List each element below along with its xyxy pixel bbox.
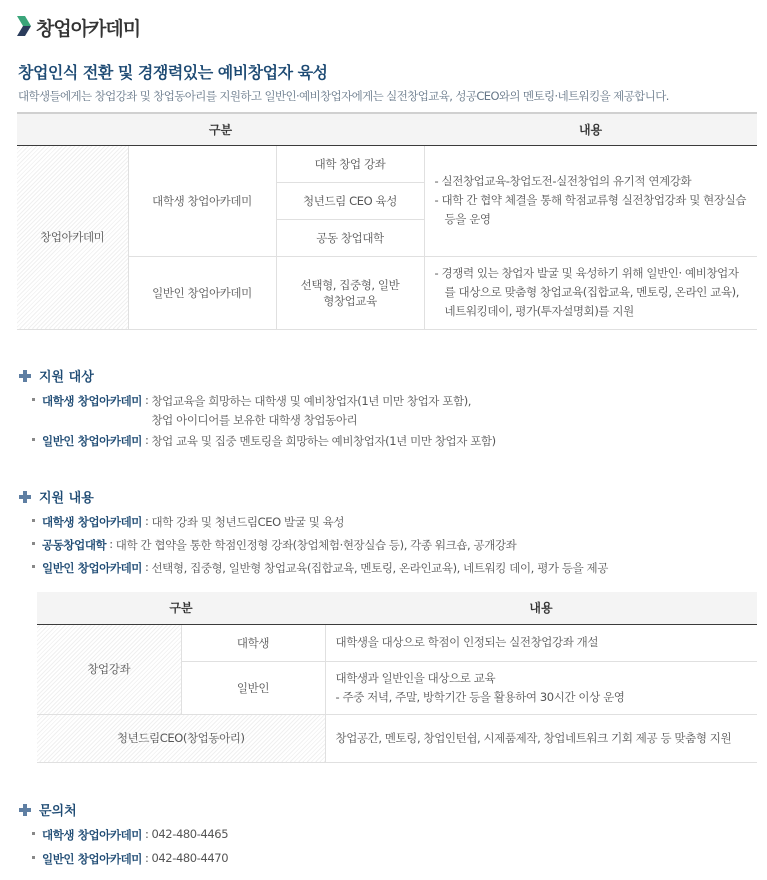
table1-group-name: 대학생 창업아카데미 <box>128 145 276 256</box>
item-separator: : <box>144 514 149 528</box>
page-title: 창업아카데미 <box>36 17 141 40</box>
item-label: 일반인 창업아카데미 <box>42 852 142 866</box>
item-separator: : <box>144 851 149 865</box>
content-line: - 경쟁력 있는 창업자 발굴 및 육성하기 위해 일반인· 예비창업자를 대상으로 맞춤형 창업교육(집합교육, 멘토링, 온라인 교육), 네트워킹데이, 평가(투자설명회)를 지원 <box>435 264 748 321</box>
intro-description: 대학생들에게는 창업강좌 및 창업동아리를 지원하고 일반인·예비창업자에게는 실전창업교육, 성공CEO와의 멘토링·네트워킹을 제공합니다. <box>18 89 669 103</box>
table1-header-content: 내용 <box>424 113 757 145</box>
target-heading: 지원 대상 <box>39 370 94 385</box>
item-text <box>151 393 471 428</box>
item-text-line: 창업 교육 및 집중 멘토링을 희망하는 예비창업자(1년 미만 창업자 포함) <box>151 434 496 448</box>
list-item <box>32 851 228 867</box>
lecture-table <box>37 592 757 763</box>
item-label: 대학생 창업아카데미 <box>42 828 142 842</box>
table1-header-category: 구분 <box>17 113 424 145</box>
table2-sub: 일반인 <box>181 661 325 714</box>
table1-group-content <box>424 145 757 256</box>
chevron-logo-icon <box>16 14 32 40</box>
contact-phone: 042-480-4465 <box>151 827 229 841</box>
academy-table <box>17 112 757 330</box>
item-separator: : <box>144 393 149 407</box>
table1-program: 대학 창업 강좌 <box>276 145 424 182</box>
target-heading-row <box>18 366 94 385</box>
table2-sub: 대학생 <box>181 624 325 661</box>
plus-icon <box>18 803 32 817</box>
content-line: - 대학 간 협약 체결을 통해 학점교류형 실전창업강좌 및 현장실습 등을 운영 <box>435 191 748 229</box>
table2-header-content: 내용 <box>325 592 757 624</box>
item-label: 대학생 창업아카데미 <box>42 515 142 529</box>
table1-program: 청년드림 CEO 육성 <box>276 182 424 219</box>
table2-header-category: 구분 <box>37 592 325 624</box>
table1-program: 선택형, 집중형, 일반형창업교육 <box>276 256 424 329</box>
bullet-dot-icon <box>32 827 42 843</box>
page-header <box>16 12 140 42</box>
item-separator: : <box>109 537 113 551</box>
item-separator: : <box>144 827 149 841</box>
content-line: - 실전창업교육-창업도전-실전창업의 유기적 연계강화 <box>435 172 748 191</box>
item-label: 대학생 창업아카데미 <box>42 394 142 408</box>
table2-content <box>325 624 757 661</box>
support-heading-row <box>18 487 94 506</box>
bullet-dot-icon <box>32 537 42 553</box>
bullet-dot-icon <box>32 433 42 449</box>
item-text-line: 창업교육을 희망하는 대학생 및 예비창업자(1년 미만 창업자 포함), <box>151 394 472 408</box>
table2-last-content: 창업공간, 멘토링, 창업인턴쉽, 시제품제작, 창업네트워크 기회 제공 등 맞춤형 지원 <box>325 714 757 762</box>
contact-phone: 042-480-4470 <box>151 851 229 865</box>
plus-icon <box>18 490 32 504</box>
list-item <box>32 433 496 449</box>
table2-last-label: 청년드림CEO(창업동아리) <box>37 714 325 762</box>
table1-group-content <box>424 256 757 329</box>
table2-category: 창업강좌 <box>37 624 181 714</box>
item-separator: : <box>144 433 149 447</box>
table1-category: 창업아카데미 <box>17 145 128 329</box>
list-item <box>32 537 516 553</box>
item-label: 공동창업대학 <box>42 538 107 552</box>
item-text-line: 창업 아이디어를 보유한 대학생 창업동아리 <box>151 413 358 427</box>
list-item <box>32 827 228 843</box>
table2-content <box>325 661 757 714</box>
item-text-line: 대학 강좌 및 청년드림CEO 발굴 및 육성 <box>151 515 345 529</box>
list-item <box>32 514 344 530</box>
content-line: - 주중 저녁, 주말, 방학기간 등을 활용하여 30시간 이상 운영 <box>335 689 625 704</box>
plus-icon <box>18 369 32 383</box>
item-text-line: 대학 간 협약을 통한 학점인정형 강좌(창업체험·현장실습 등), 각종 워크숍, 공개강좌 <box>115 538 517 552</box>
item-separator: : <box>144 560 149 574</box>
content-line: 대학생을 대상으로 학점이 인정되는 실전창업강좌 개설 <box>335 635 599 649</box>
bullet-dot-icon <box>32 851 42 867</box>
list-item <box>32 560 608 576</box>
item-text-line: 선택형, 집중형, 일반형 창업교육(집합교육, 멘토링, 온라인교육), 네트워킹 데이, 평가 등을 제공 <box>151 561 608 575</box>
item-label: 일반인 창업아카데미 <box>42 561 142 575</box>
contact-heading-row <box>18 800 77 819</box>
support-heading: 지원 내용 <box>39 491 94 506</box>
bullet-dot-icon <box>32 560 42 576</box>
content-line: 대학생과 일반인을 대상으로 교육 <box>335 670 496 685</box>
list-item <box>32 393 471 428</box>
bullet-dot-icon <box>32 514 42 530</box>
table1-program: 공동 창업대학 <box>276 219 424 256</box>
intro-heading: 창업인식 전환 및 경쟁력있는 예비창업자 육성 <box>18 63 328 82</box>
item-label: 일반인 창업아카데미 <box>42 434 142 448</box>
bullet-dot-icon <box>32 393 42 428</box>
table1-group-name: 일반인 창업아카데미 <box>128 256 276 329</box>
contact-heading: 문의처 <box>39 804 77 819</box>
